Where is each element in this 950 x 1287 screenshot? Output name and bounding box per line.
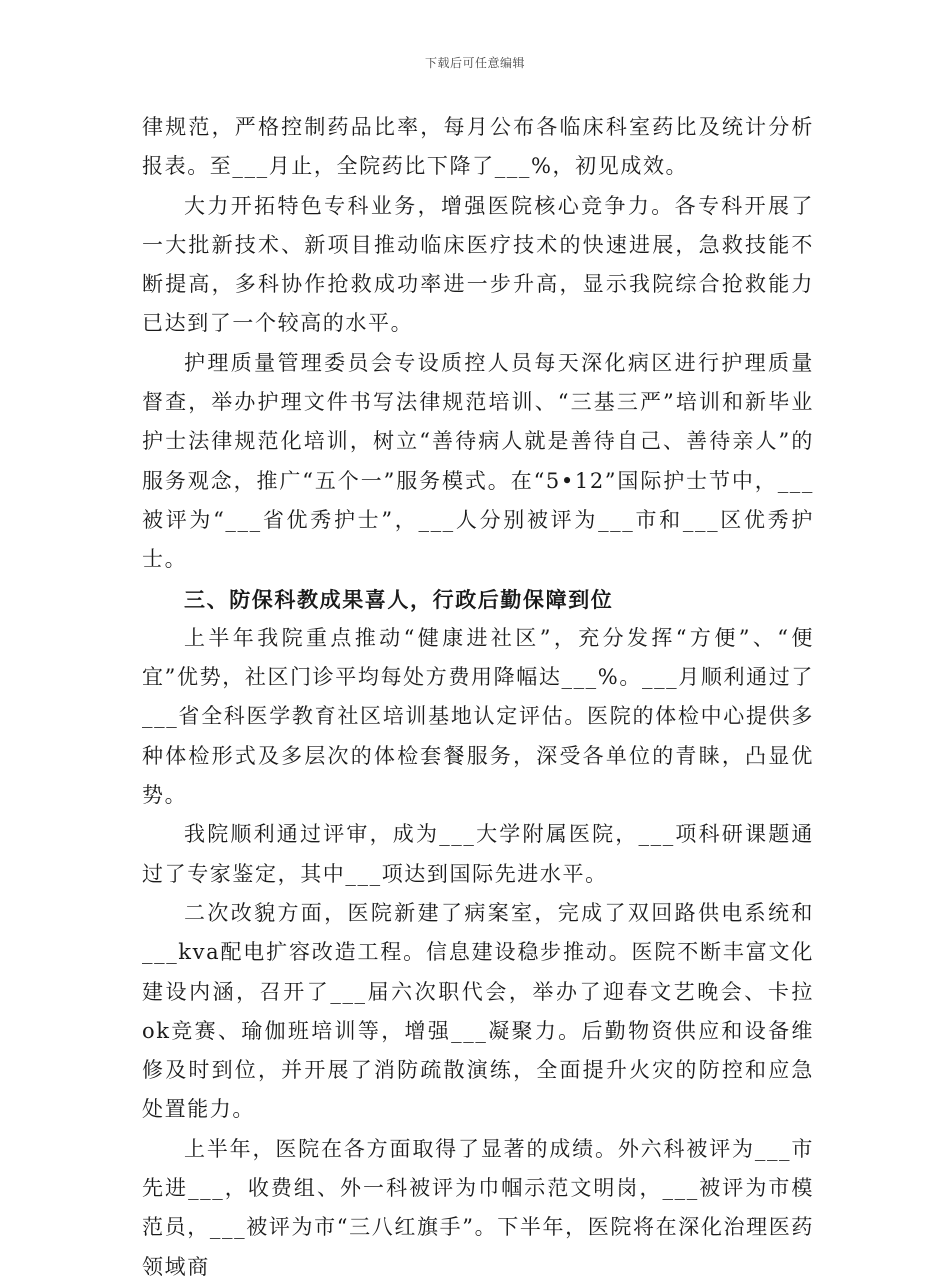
section-heading: 三、防保科教成果喜人，行政后勤保障到位 [184,586,614,612]
paragraph-achievements: 上半年，医院在各方面取得了显著的成绩。外六科被评为___市先进___，收费组、外一科被评为巾帼示范文明岗，___被评为市模范员，___被评为市“三八红旗手”。下半年，医院将在深化治理医药领域商 [142,1136,814,1279]
document-body [142,108,814,1287]
paragraph-community: 上半年我院重点推动“健康进社区”，充分发挥“方便”、“便宜”优势，社区门诊平均每处方费用降幅达___%。___月顺利通过了___省全科医学教育社区培训基地认定评估。医院的体检中心提供多种体检形式及多层次的体检套餐服务，深受各单位的青睐，凸显优势。 [142,625,814,808]
paragraph-specialty: 大力开拓特色专科业务，增强医院核心竞争力。各专科开展了一大批新技术、新项目推动临床医疗技术的快速进展，急救技能不断提高，多科协作抢救成功率进一步升高，显示我院综合抢救能力已达到了一个较高的水平。 [142,193,814,336]
paragraph-logistics: 二次改貌方面，医院新建了病案室，完成了双回路供电系统和___kva配电扩容改造工程。信息建设稳步推动。医院不断丰富文化建设内涵，召开了___届六次职代会，举办了迎春文艺晚会、卡拉ok竞赛、瑜伽班培训等，增强___凝聚力。后勤物资供应和设备维修及时到位，并开展了消防疏散演练，全面提升火灾的防控和应急处置能力。 [142,900,814,1122]
page-header: 下载后可任意编辑 [424,56,525,70]
paragraph-research: 我院顺利通过评审，成为___大学附属医院，___项科研课题通过了专家鉴定，其中___项达到国际先进水平。 [142,822,814,886]
paragraph-nursing: 护理质量管理委员会专设质控人员每天深化病区进行护理质量督查，举办护理文件书写法律规范培训、“三基三严”培训和新毕业护士法律规范化培训，树立“善待病人就是善待自己、善待亲人”的服务观念，推广“五个一”服务模式。在“5•12”国际护士节中，___被评为“___省优秀护士”，___人分别被评为___市和___区优秀护士。 [142,350,814,572]
paragraph-continued: 律规范，严格控制药品比率，每月公布各临床科室药比及统计分析报表。至___月止，全院药比下降了___%，初见成效。 [142,115,814,179]
